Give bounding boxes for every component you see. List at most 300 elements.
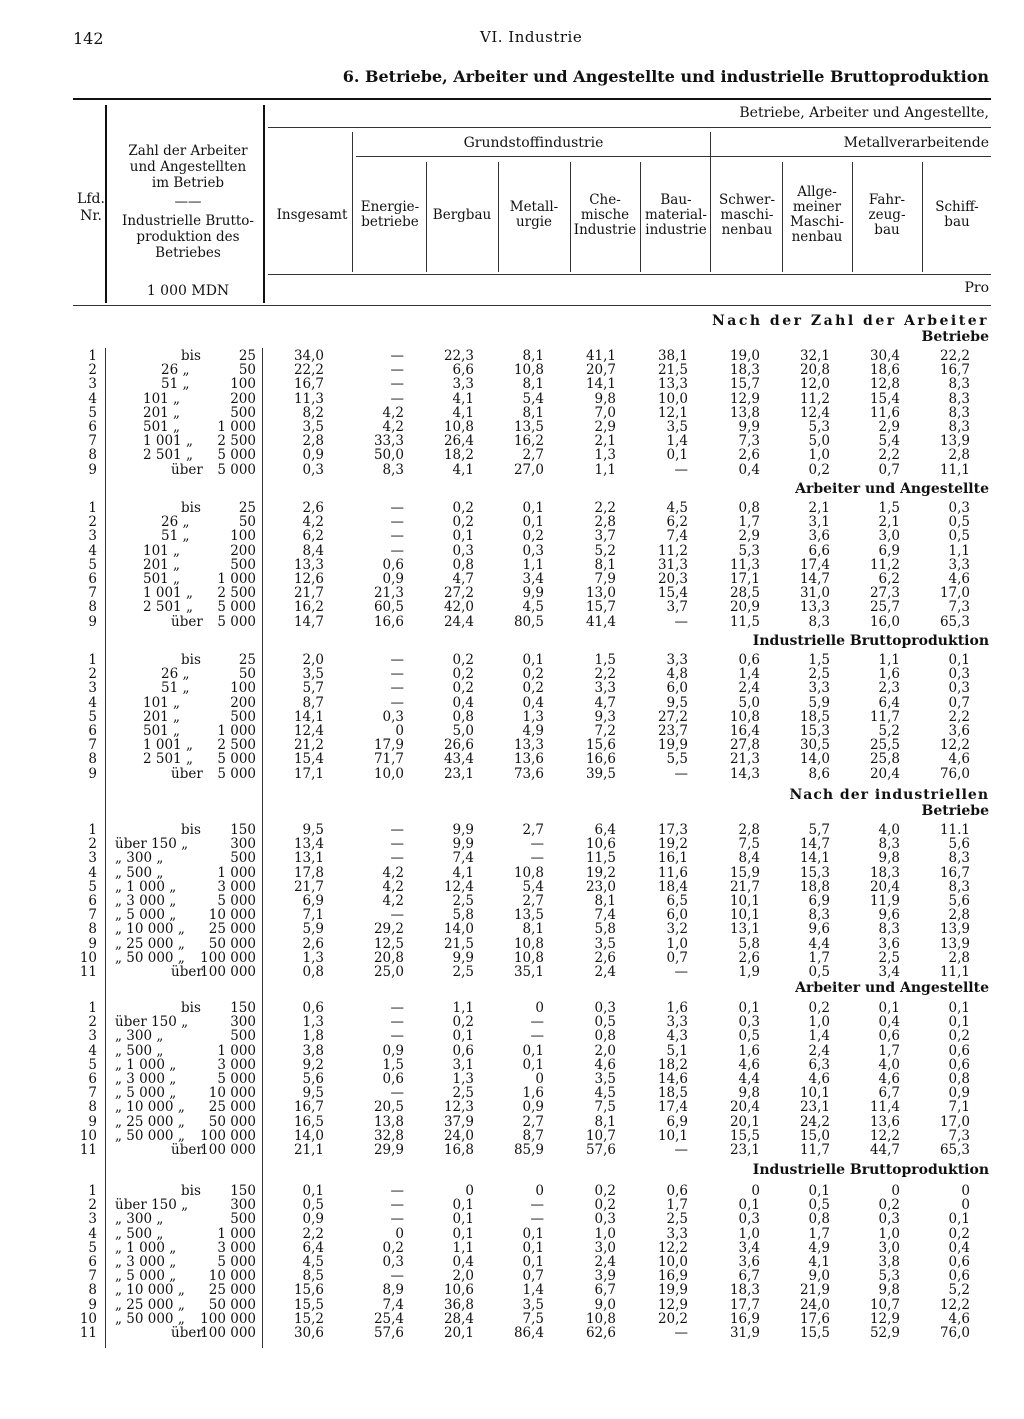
- cell-fahrzeugbau: 1,0: [878, 1225, 900, 1242]
- row-number: 11: [79, 963, 97, 980]
- size-class-label: „ 300 „ 500: [115, 1211, 256, 1228]
- cell-chemie: 7,9: [594, 570, 616, 587]
- cell-fahrzeugbau: 5,3: [878, 1268, 900, 1285]
- cell-metallurgie: 10,8: [513, 864, 544, 881]
- cell-bergbau: 36,8: [443, 1296, 474, 1313]
- cell-fahrzeugbau: 11,9: [869, 892, 900, 909]
- cell-baumaterial: 5,5: [666, 751, 688, 768]
- cell-bergbau: 0,2: [452, 666, 474, 683]
- row-number: 2: [88, 1197, 97, 1214]
- cell-fahrzeugbau: 16,0: [869, 613, 900, 630]
- cell-fahrzeugbau: 4,0: [878, 822, 900, 838]
- row-number: 7: [88, 737, 97, 754]
- cell-allg-maschinenbau: 32,1: [799, 348, 830, 364]
- cell-allg-maschinenbau: 17,4: [799, 556, 830, 573]
- row-number: 5: [88, 404, 97, 421]
- cell-baumaterial: 12,9: [657, 1296, 688, 1313]
- cell-schiffbau: 0,3: [948, 666, 970, 683]
- cell-baumaterial: 17,3: [657, 822, 688, 838]
- table-row: [0, 667, 1024, 681]
- cell-bergbau: 18,2: [443, 447, 474, 464]
- cell-energie: 0,9: [382, 570, 404, 587]
- cell-fahrzeugbau: 25,7: [869, 599, 900, 616]
- cell-schwermaschinenbau: 23,1: [729, 1141, 760, 1158]
- cell-energie: 0: [395, 1225, 404, 1242]
- cell-insgesamt: 5,6: [302, 1070, 324, 1087]
- size-class-label: „ 500 „ 1 000: [115, 864, 256, 881]
- cell-fahrzeugbau: 0,2: [878, 1197, 900, 1214]
- cell-insgesamt: 6,4: [302, 1239, 324, 1256]
- cell-energie: 21,3: [373, 585, 404, 602]
- cell-baumaterial: —: [674, 765, 688, 782]
- cell-schwermaschinenbau: 15,7: [729, 376, 760, 393]
- cell-chemie: 13,0: [585, 585, 616, 602]
- cell-insgesamt: 21,7: [293, 585, 324, 602]
- cell-chemie: 9,8: [594, 390, 616, 407]
- cell-energie: 60,5: [373, 599, 404, 616]
- row-number: 9: [88, 765, 97, 782]
- cell-allg-maschinenbau: 1,4: [808, 1028, 830, 1045]
- cell-allg-maschinenbau: 12,4: [799, 404, 830, 421]
- cell-metallurgie: 0,2: [522, 666, 544, 683]
- cell-bergbau: 2,5: [452, 892, 474, 909]
- cell-fahrzeugbau: 12,2: [869, 1127, 900, 1144]
- cell-fahrzeugbau: 0,1: [878, 1000, 900, 1016]
- cell-baumaterial: 10,1: [657, 1127, 688, 1144]
- cell-schwermaschinenbau: 5,3: [738, 542, 760, 559]
- cell-energie: 0,9: [382, 1042, 404, 1059]
- cell-metallurgie: 35,1: [513, 963, 544, 980]
- cell-metallurgie: —: [530, 1028, 544, 1045]
- cell-allg-maschinenbau: 30,5: [799, 737, 830, 754]
- cell-fahrzeugbau: 11,6: [869, 404, 900, 421]
- cell-allg-maschinenbau: 4,9: [808, 1239, 830, 1256]
- cell-metallurgie: 2,7: [522, 892, 544, 909]
- cell-allg-maschinenbau: 15,3: [799, 722, 830, 739]
- cell-chemie: 1,3: [594, 447, 616, 464]
- cell-allg-maschinenbau: 15,3: [799, 864, 830, 881]
- row-number: 4: [88, 694, 97, 711]
- cell-fahrzeugbau: 52,9: [869, 1324, 900, 1341]
- cell-insgesamt: 30,6: [293, 1324, 324, 1341]
- cell-schwermaschinenbau: 12,9: [729, 390, 760, 407]
- size-class-label: bis 150: [181, 1000, 256, 1016]
- cell-insgesamt: 34,0: [293, 348, 324, 364]
- cell-energie: 29,2: [373, 921, 404, 938]
- cell-insgesamt: 0,8: [302, 963, 324, 980]
- cell-metallurgie: 0: [535, 1000, 544, 1016]
- cell-metallurgie: —: [530, 1014, 544, 1031]
- header-divider: [263, 105, 265, 303]
- cell-chemie: 0,3: [594, 1000, 616, 1016]
- size-class-label: bis 25: [181, 500, 256, 516]
- cell-schwermaschinenbau: 1,4: [738, 666, 760, 683]
- table-row: [0, 1227, 1024, 1241]
- cell-baumaterial: 3,3: [666, 1225, 688, 1242]
- size-class-label: 26 „ 50: [161, 362, 256, 379]
- size-class-label: 2 501 „ 5 000: [143, 751, 256, 768]
- table-row: [0, 529, 1024, 543]
- cell-schwermaschinenbau: 1,7: [738, 514, 760, 531]
- cell-schiffbau: 12,2: [939, 737, 970, 754]
- cell-schiffbau: 0,2: [948, 1225, 970, 1242]
- cell-schiffbau: 17,0: [939, 585, 970, 602]
- size-class-label: „ 25 000 „ 50 000: [115, 1296, 256, 1313]
- row-number: 6: [88, 1253, 97, 1270]
- cell-chemie: 3,3: [594, 680, 616, 697]
- size-class-label: „ 1 000 „ 3 000: [115, 1056, 256, 1073]
- cell-fahrzeugbau: 25,5: [869, 737, 900, 754]
- cell-insgesamt: 8,7: [302, 694, 324, 711]
- cell-schiffbau: 0,2: [948, 1028, 970, 1045]
- chapter-heading: VI. Industrie: [480, 28, 583, 46]
- cell-energie: 4,2: [382, 864, 404, 881]
- cell-bergbau: 0,2: [452, 680, 474, 697]
- size-class-label: „ 50 000 „ 100 000: [115, 949, 256, 966]
- size-class-label: bis 150: [181, 1183, 256, 1199]
- header-bottom-rule: [73, 305, 991, 306]
- cell-chemie: 15,7: [585, 599, 616, 616]
- cell-schiffbau: 16,7: [939, 864, 970, 881]
- cell-allg-maschinenbau: 14,7: [799, 570, 830, 587]
- cell-metallurgie: 0,1: [522, 1056, 544, 1073]
- header-rule: [268, 127, 991, 128]
- table-row: [0, 1086, 1024, 1100]
- cell-energie: 0,3: [382, 1253, 404, 1270]
- cell-baumaterial: 4,3: [666, 1028, 688, 1045]
- table-row: [0, 1255, 1024, 1269]
- cell-insgesamt: 15,4: [293, 751, 324, 768]
- cell-chemie: 41,4: [585, 613, 616, 630]
- table-row: [0, 1326, 1024, 1340]
- size-class-label: „ 5 000 „ 10 000: [115, 1268, 256, 1285]
- table-row: [0, 880, 1024, 894]
- cell-metallurgie: 8,7: [522, 1127, 544, 1144]
- cell-metallurgie: 8,1: [522, 376, 544, 393]
- cell-allg-maschinenbau: 0,5: [808, 963, 830, 980]
- cell-energie: —: [390, 348, 404, 364]
- cell-insgesamt: 9,2: [302, 1056, 324, 1073]
- cell-fahrzeugbau: 5,4: [878, 433, 900, 450]
- cell-insgesamt: 21,7: [293, 878, 324, 895]
- cell-schiffbau: 17,0: [939, 1113, 970, 1130]
- cell-allg-maschinenbau: 2,5: [808, 666, 830, 683]
- cell-schiffbau: 7,3: [948, 1127, 970, 1144]
- cell-allg-maschinenbau: 6,6: [808, 542, 830, 559]
- cell-metallurgie: 7,5: [522, 1310, 544, 1327]
- cell-chemie: 5,2: [594, 542, 616, 559]
- cell-allg-maschinenbau: 10,1: [799, 1085, 830, 1102]
- cell-baumaterial: 12,2: [657, 1239, 688, 1256]
- cell-schwermaschinenbau: 8,4: [738, 850, 760, 867]
- table-row: [0, 558, 1024, 572]
- table-row: [0, 349, 1024, 363]
- cell-insgesamt: 7,1: [302, 907, 324, 924]
- table-row: [0, 1212, 1024, 1226]
- col-header-energie: Energie- betriebe: [360, 199, 420, 230]
- cell-schwermaschinenbau: 0,4: [738, 461, 760, 478]
- cell-schiffbau: 13,9: [939, 935, 970, 952]
- cell-schiffbau: 4,6: [948, 751, 970, 768]
- cell-energie: 1,5: [382, 1056, 404, 1073]
- cell-bergbau: 28,4: [443, 1310, 474, 1327]
- cell-schiffbau: 11,1: [939, 963, 970, 980]
- cell-fahrzeugbau: 12,9: [869, 1310, 900, 1327]
- cell-metallurgie: 2,7: [522, 822, 544, 838]
- cell-fahrzeugbau: 0,7: [878, 461, 900, 478]
- cell-baumaterial: 6,5: [666, 892, 688, 909]
- cell-allg-maschinenbau: 11,7: [799, 1141, 830, 1158]
- cell-metallurgie: 13,5: [513, 907, 544, 924]
- cell-fahrzeugbau: 6,2: [878, 570, 900, 587]
- cell-schwermaschinenbau: 0,1: [738, 1000, 760, 1016]
- cell-allg-maschinenbau: 1,0: [808, 447, 830, 464]
- size-class-label: 501 „ 1 000: [143, 418, 256, 435]
- row-number: 7: [88, 433, 97, 450]
- cell-schwermaschinenbau: 11,5: [729, 613, 760, 630]
- lfd-nr-header: Lfd. Nr.: [77, 191, 105, 224]
- cell-schwermaschinenbau: 2,6: [738, 447, 760, 464]
- cell-insgesamt: 16,5: [293, 1113, 324, 1130]
- cell-bergbau: 1,1: [452, 1000, 474, 1016]
- cell-schiffbau: 4,6: [948, 570, 970, 587]
- cell-schiffbau: 2,8: [948, 447, 970, 464]
- cell-insgesamt: 2,2: [302, 1225, 324, 1242]
- cell-metallurgie: 0,9: [522, 1099, 544, 1116]
- cell-chemie: 8,1: [594, 556, 616, 573]
- cell-baumaterial: 6,2: [666, 514, 688, 531]
- cell-allg-maschinenbau: 5,0: [808, 433, 830, 450]
- cell-fahrzeugbau: 2,1: [878, 514, 900, 531]
- cell-bergbau: 0,8: [452, 556, 474, 573]
- unit-label-right: Pro: [964, 280, 989, 296]
- cell-insgesamt: 11,3: [293, 390, 324, 407]
- cell-insgesamt: 2,8: [302, 433, 324, 450]
- size-class-label: 1 001 „ 2 500: [143, 433, 256, 450]
- cell-fahrzeugbau: 3,8: [878, 1253, 900, 1270]
- cell-insgesamt: 22,2: [293, 362, 324, 379]
- cell-bergbau: 22,3: [443, 348, 474, 364]
- size-class-label: „ 50 000 „ 100 000: [115, 1310, 256, 1327]
- cell-energie: 0,6: [382, 556, 404, 573]
- cell-chemie: 3,7: [594, 528, 616, 545]
- row-number: 2: [88, 362, 97, 379]
- cell-fahrzeugbau: 10,7: [869, 1296, 900, 1313]
- cell-chemie: 23,0: [585, 878, 616, 895]
- row-number: 6: [88, 1070, 97, 1087]
- cell-baumaterial: 18,4: [657, 878, 688, 895]
- cell-allg-maschinenbau: 8,3: [808, 613, 830, 630]
- cell-schiffbau: 2,8: [948, 949, 970, 966]
- cell-energie: 71,7: [373, 751, 404, 768]
- cell-baumaterial: 0,7: [666, 949, 688, 966]
- table-row: [0, 724, 1024, 738]
- cell-allg-maschinenbau: 5,3: [808, 418, 830, 435]
- cell-chemie: 4,7: [594, 694, 616, 711]
- cell-allg-maschinenbau: 0,1: [808, 1183, 830, 1199]
- row-number: 8: [88, 921, 97, 938]
- cell-insgesamt: 14,7: [293, 613, 324, 630]
- cell-chemie: 4,5: [594, 1085, 616, 1102]
- row-number: 8: [88, 751, 97, 768]
- cell-energie: 29,9: [373, 1141, 404, 1158]
- row-number: 4: [88, 542, 97, 559]
- cell-schwermaschinenbau: 15,5: [729, 1127, 760, 1144]
- header-rule: [268, 274, 991, 275]
- cell-schwermaschinenbau: 20,4: [729, 1099, 760, 1116]
- cell-allg-maschinenbau: 3,1: [808, 514, 830, 531]
- cell-fahrzeugbau: 8,3: [878, 836, 900, 853]
- cell-fahrzeugbau: 18,6: [869, 362, 900, 379]
- cell-allg-maschinenbau: 4,6: [808, 1070, 830, 1087]
- size-class-label: „ 10 000 „ 25 000: [115, 1099, 256, 1116]
- cell-fahrzeugbau: 2,5: [878, 949, 900, 966]
- table-row: [0, 363, 1024, 377]
- cell-energie: —: [390, 680, 404, 697]
- cell-schwermaschinenbau: 10,1: [729, 892, 760, 909]
- cell-allg-maschinenbau: 0,8: [808, 1211, 830, 1228]
- cell-fahrzeugbau: 11,2: [869, 556, 900, 573]
- cell-fahrzeugbau: 9,6: [878, 907, 900, 924]
- cell-energie: 0,6: [382, 1070, 404, 1087]
- row-number: 5: [88, 1056, 97, 1073]
- cell-bergbau: 6,6: [452, 362, 474, 379]
- cell-chemie: 5,8: [594, 921, 616, 938]
- cell-fahrzeugbau: 44,7: [869, 1141, 900, 1158]
- cell-schiffbau: 0,6: [948, 1056, 970, 1073]
- cell-energie: 33,3: [373, 433, 404, 450]
- size-class-label: bis 25: [181, 652, 256, 668]
- row-number: 10: [79, 949, 97, 966]
- cell-metallurgie: —: [530, 1211, 544, 1228]
- cell-allg-maschinenbau: 0,2: [808, 1000, 830, 1016]
- cell-insgesamt: 9,5: [302, 1085, 324, 1102]
- cell-fahrzeugbau: 1,1: [878, 652, 900, 668]
- cell-schiffbau: 5,6: [948, 836, 970, 853]
- cell-schiffbau: 0,6: [948, 1253, 970, 1270]
- cell-baumaterial: 20,2: [657, 1310, 688, 1327]
- size-class-label: 51 „ 100: [161, 680, 256, 697]
- cell-chemie: 15,6: [585, 737, 616, 754]
- cell-insgesamt: 3,5: [302, 666, 324, 683]
- row-number: 2: [88, 514, 97, 531]
- cell-bergbau: 5,0: [452, 722, 474, 739]
- cell-baumaterial: 1,0: [666, 935, 688, 952]
- cell-baumaterial: 6,9: [666, 1113, 688, 1130]
- cell-allg-maschinenbau: 14,0: [799, 751, 830, 768]
- cell-allg-maschinenbau: 0,5: [808, 1197, 830, 1214]
- cell-allg-maschinenbau: 1,7: [808, 1225, 830, 1242]
- cell-insgesamt: 0,9: [302, 1211, 324, 1228]
- block-subtitle: Arbeiter und Angestellte: [795, 481, 989, 497]
- cell-energie: 0: [395, 722, 404, 739]
- table-row: [0, 1269, 1024, 1283]
- cell-bergbau: 9,9: [452, 949, 474, 966]
- cell-baumaterial: 4,5: [666, 500, 688, 516]
- cell-allg-maschinenbau: 3,6: [808, 528, 830, 545]
- cell-allg-maschinenbau: 2,1: [808, 500, 830, 516]
- cell-baumaterial: 5,1: [666, 1042, 688, 1059]
- cell-schiffbau: 0: [961, 1197, 970, 1214]
- cell-schwermaschinenbau: 31,9: [729, 1324, 760, 1341]
- cell-bergbau: 0,6: [452, 1042, 474, 1059]
- row-number: 8: [88, 1099, 97, 1116]
- cell-chemie: 2,2: [594, 666, 616, 683]
- row-number: 9: [88, 935, 97, 952]
- cell-metallurgie: 10,8: [513, 949, 544, 966]
- cell-allg-maschinenbau: 15,5: [799, 1324, 830, 1341]
- cell-chemie: 0,2: [594, 1197, 616, 1214]
- size-class-label: 101 „ 200: [143, 694, 256, 711]
- cell-metallurgie: 10,8: [513, 362, 544, 379]
- cell-insgesamt: 12,4: [293, 722, 324, 739]
- cell-baumaterial: 15,4: [657, 585, 688, 602]
- table-row: [0, 894, 1024, 908]
- row-number: 11: [79, 1324, 97, 1341]
- table-row: [0, 1283, 1024, 1297]
- cell-metallurgie: 80,5: [513, 613, 544, 630]
- row-number: 2: [88, 1014, 97, 1031]
- size-class-label: „ 1 000 „ 3 000: [115, 878, 256, 895]
- cell-insgesamt: 6,2: [302, 528, 324, 545]
- table-row: [0, 392, 1024, 406]
- cell-schwermaschinenbau: 9,9: [738, 418, 760, 435]
- row-number: 8: [88, 1282, 97, 1299]
- cell-schwermaschinenbau: 7,3: [738, 433, 760, 450]
- cell-insgesamt: 15,5: [293, 1296, 324, 1313]
- table-row: [0, 653, 1024, 667]
- cell-fahrzeugbau: 0: [891, 1183, 900, 1199]
- table-row: [0, 1100, 1024, 1114]
- size-class-label: 1 001 „ 2 500: [143, 585, 256, 602]
- table-row: [0, 1198, 1024, 1212]
- cell-fahrzeugbau: 1,5: [878, 500, 900, 516]
- cell-energie: —: [390, 850, 404, 867]
- cell-insgesamt: 2,0: [302, 652, 324, 668]
- size-class-label: 26 „ 50: [161, 666, 256, 683]
- cell-schwermaschinenbau: 0,3: [738, 1211, 760, 1228]
- cell-insgesamt: 3,5: [302, 418, 324, 435]
- cell-metallurgie: 0,1: [522, 500, 544, 516]
- cell-fahrzeugbau: 0,3: [878, 1211, 900, 1228]
- cell-metallurgie: 0: [535, 1183, 544, 1199]
- row-number: 9: [88, 1113, 97, 1130]
- cell-fahrzeugbau: 3,4: [878, 963, 900, 980]
- cell-schiffbau: 8,3: [948, 850, 970, 867]
- cell-metallurgie: 0,1: [522, 1225, 544, 1242]
- cell-metallurgie: 27,0: [513, 461, 544, 478]
- cell-baumaterial: 19,9: [657, 737, 688, 754]
- cell-baumaterial: 14,6: [657, 1070, 688, 1087]
- row-number: 9: [88, 461, 97, 478]
- cell-schiffbau: 8,3: [948, 390, 970, 407]
- table-row: [0, 922, 1024, 936]
- cell-energie: —: [390, 1183, 404, 1199]
- cell-metallurgie: 8,1: [522, 921, 544, 938]
- cell-schwermaschinenbau: 20,1: [729, 1113, 760, 1130]
- size-class-label: über 5 000: [171, 461, 256, 478]
- size-class-label: über 5 000: [171, 613, 256, 630]
- cell-bergbau: 10,6: [443, 1282, 474, 1299]
- cell-bergbau: 9,9: [452, 836, 474, 853]
- cell-bergbau: 7,4: [452, 850, 474, 867]
- cell-fahrzeugbau: 6,9: [878, 542, 900, 559]
- cell-fahrzeugbau: 5,2: [878, 722, 900, 739]
- row-number: 3: [88, 1028, 97, 1045]
- cell-energie: —: [390, 1197, 404, 1214]
- cell-baumaterial: —: [674, 963, 688, 980]
- table-row: [0, 377, 1024, 391]
